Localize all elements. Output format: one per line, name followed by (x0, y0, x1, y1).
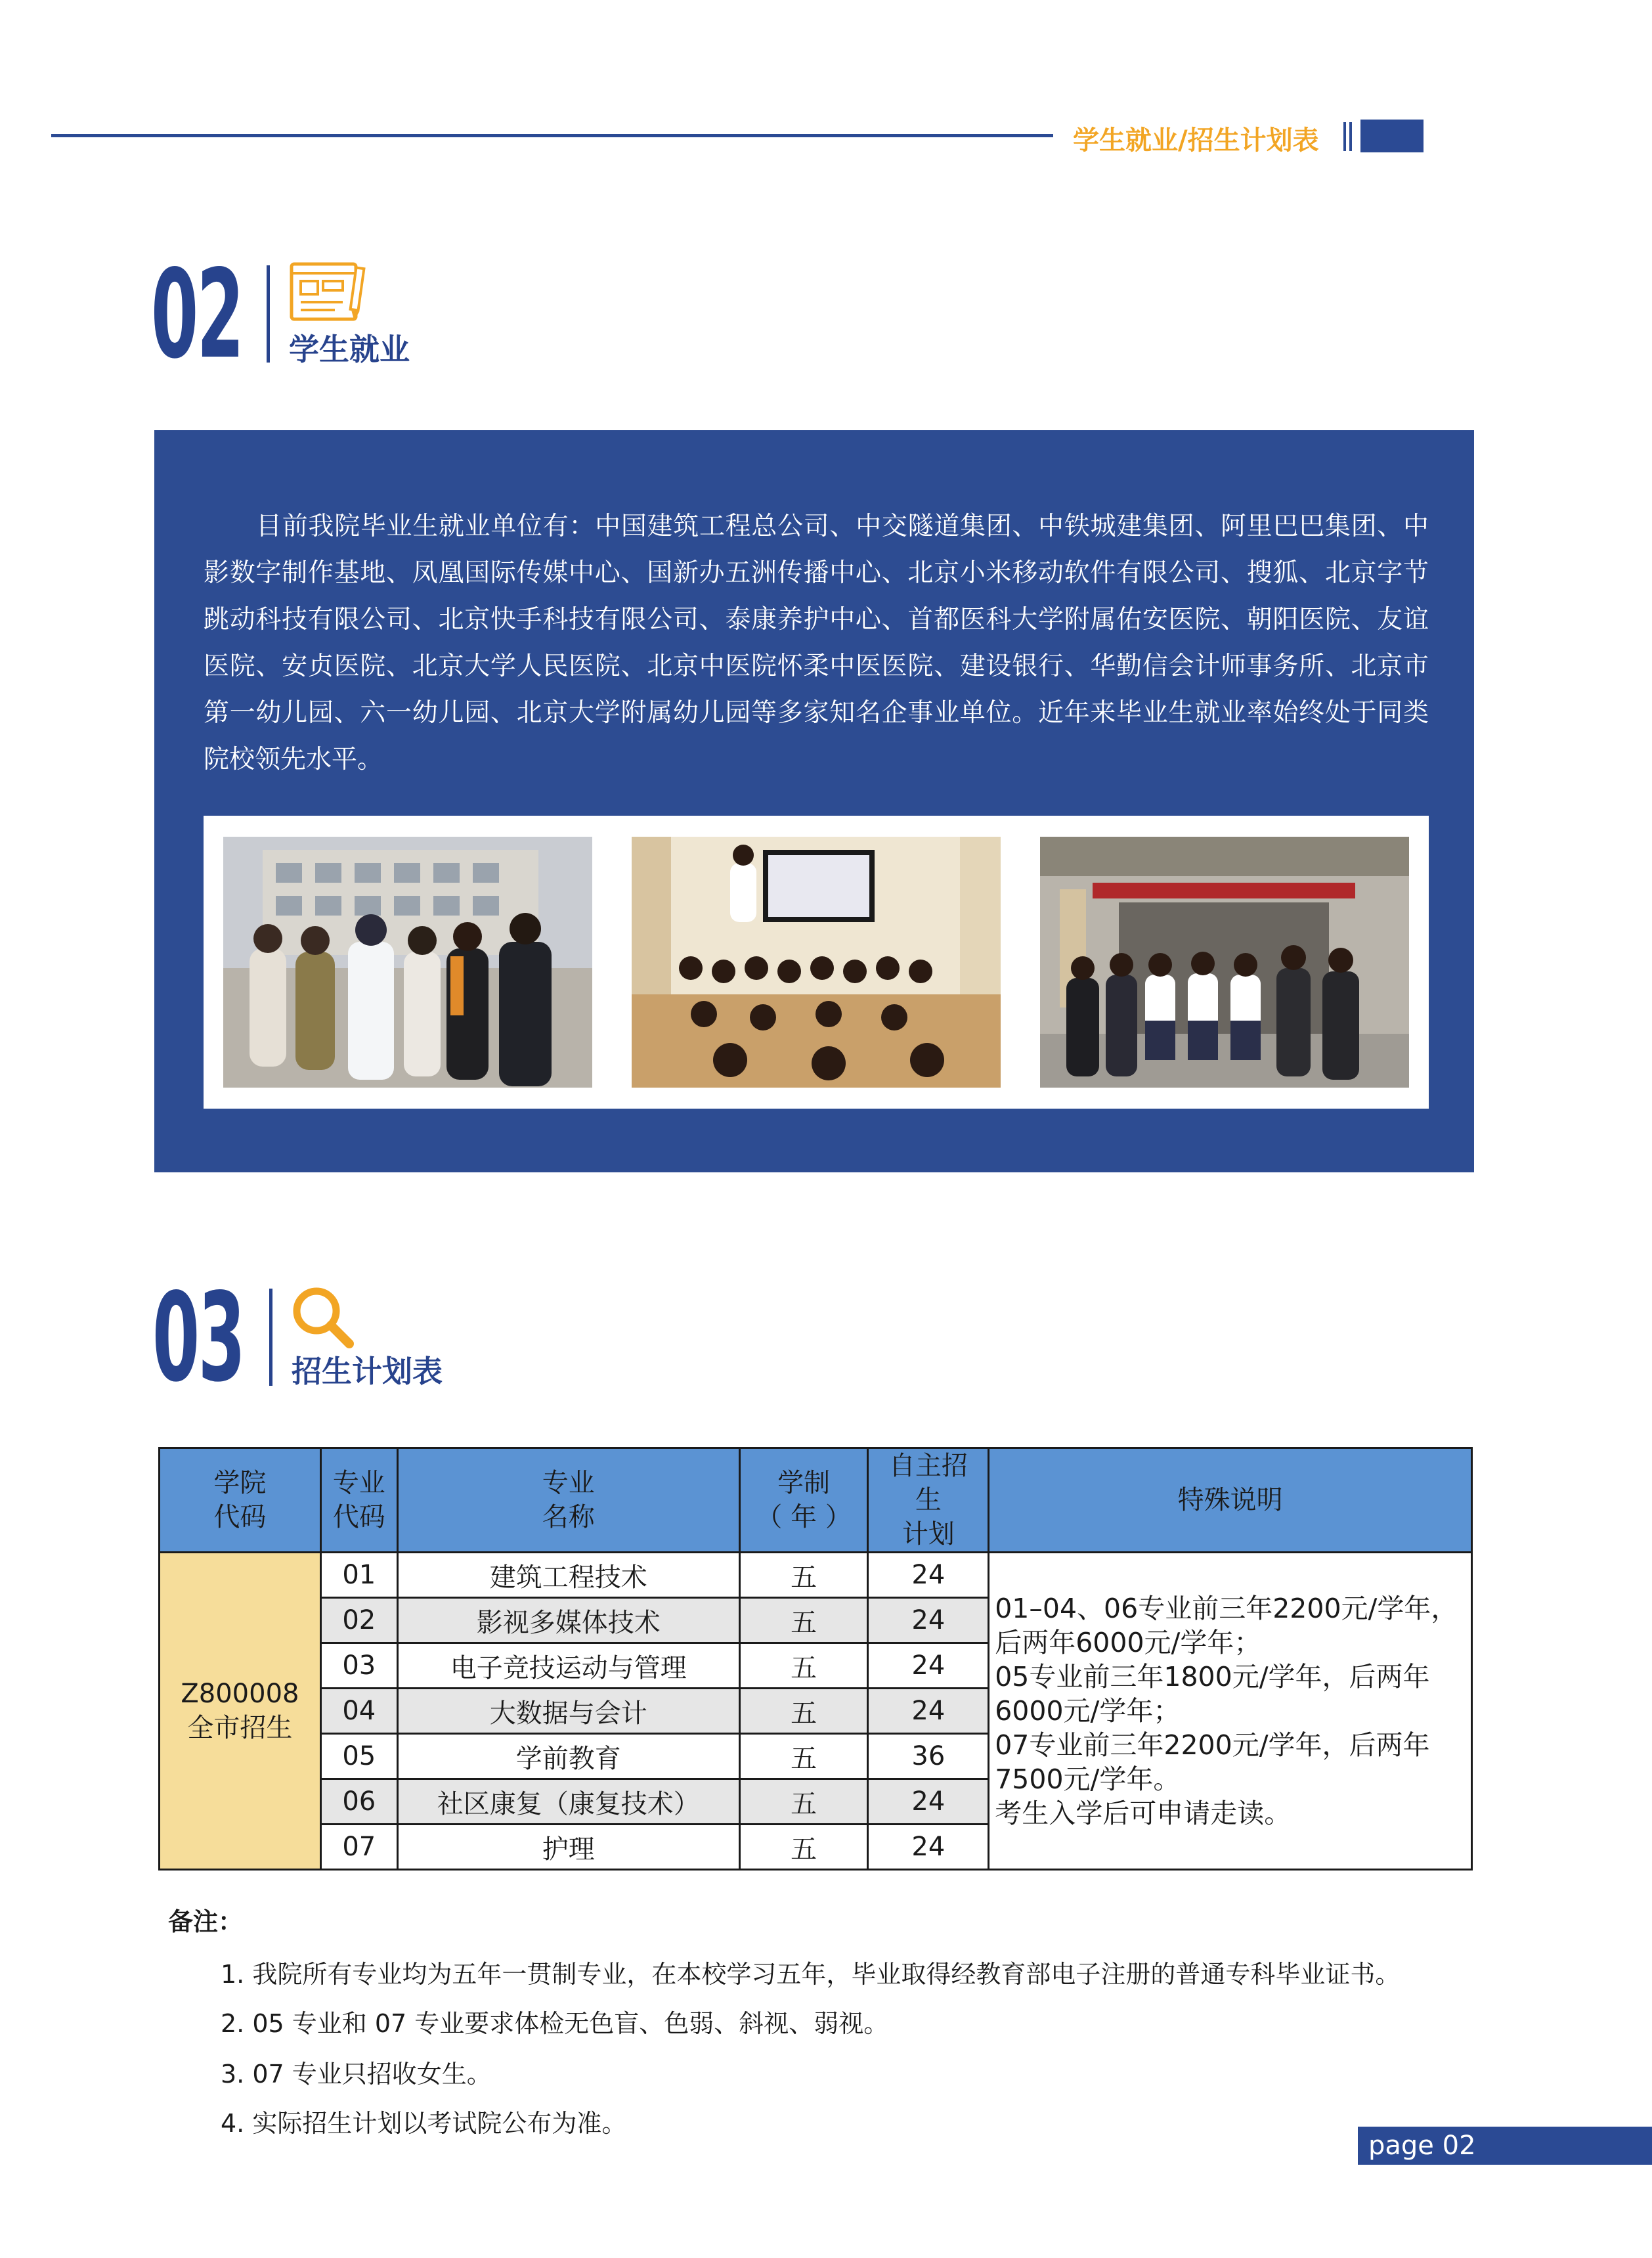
major-plan: 24 (868, 1643, 989, 1689)
header-plan: 自主招 生 计划 (868, 1448, 989, 1553)
major-years: 五 (739, 1734, 868, 1779)
header-major-code: 专业 代码 (320, 1448, 397, 1553)
major-code: 03 (320, 1643, 397, 1689)
photo-classroom (632, 837, 1001, 1088)
table-header-row (160, 1448, 1472, 1553)
major-code: 02 (320, 1598, 397, 1643)
major-code: 01 (320, 1553, 397, 1598)
search-icon (289, 1283, 355, 1352)
major-years: 五 (739, 1553, 868, 1598)
major-name: 学前教育 (397, 1734, 739, 1779)
major-years: 五 (739, 1779, 868, 1825)
table-row (160, 1553, 1472, 1598)
header-rule (51, 134, 1053, 137)
major-code: 06 (320, 1779, 397, 1825)
major-name: 影视多媒体技术 (397, 1598, 739, 1643)
major-plan: 24 (868, 1689, 989, 1734)
blueprint-icon (289, 260, 366, 326)
major-years: 五 (739, 1825, 868, 1870)
major-plan: 24 (868, 1825, 989, 1870)
remark-item: 2. 05 专业和 07 专业要求体检无色盲、色弱、斜视、弱视。 (221, 2009, 889, 2038)
section-number: 03 (152, 1266, 244, 1409)
section-title: 学生就业 (289, 332, 410, 367)
major-code: 05 (320, 1734, 397, 1779)
special-note: 01–04、06专业前三年2200元/学年， 后两年6000元/学年； 05专业前三年1800元/学年，后两年 6000元/学年； 07专业前三年2200元/学年，后两年 7500元/学年。 考生入学后可申请走读。 (989, 1553, 1472, 1870)
major-name: 建筑工程技术 (397, 1553, 739, 1598)
header-major-name: 专业 名称 (397, 1448, 739, 1553)
major-name: 护理 (397, 1825, 739, 1870)
major-name: 大数据与会计 (397, 1689, 739, 1734)
header-title: 学生就业/招生计划表 (1073, 125, 1319, 156)
remark-item: 3. 07 专业只招收女生。 (221, 2060, 492, 2089)
college-cell: Z800008 全市招生 (160, 1553, 321, 1870)
section-divider (267, 265, 270, 363)
major-code: 07 (320, 1825, 397, 1870)
enrollment-table (158, 1447, 1473, 1871)
major-code: 04 (320, 1689, 397, 1734)
major-plan: 24 (868, 1598, 989, 1643)
page-number: page 02 (1358, 2127, 1652, 2165)
employment-intro: 目前我院毕业生就业单位有：中国建筑工程总公司、中交隧道集团、中铁城建集团、阿里巴巴集团、中影数字制作基地、凤凰国际传媒中心、国新办五洲传播中心、北京小米移动软件有限公司、搜狐、北京字节跳动科技有限公司、北京快手科技有限公司、泰康养护中心、首都医科大学附属佑安医院、朝阳医院、友谊医院、安贞医院、北京大学人民医院、北京中医院怀柔中医医院、建设银行、华勤信会计师事务所、北京市第一幼儿园、六一幼儿园、北京大学附属幼儿园等多家知名企事业单位。近年来毕业生就业率始终处于同类院校领先水平。 (204, 512, 1429, 774)
major-plan: 36 (868, 1734, 989, 1779)
major-years: 五 (739, 1689, 868, 1734)
remark-item: 1. 我院所有专业均为五年一贯制专业，在本校学习五年，毕业取得经教育部电子注册的普通专科毕业证书。 (221, 1960, 1401, 1989)
section-number: 02 (151, 243, 243, 386)
major-name: 电子竞技运动与管理 (397, 1643, 739, 1689)
major-years: 五 (739, 1643, 868, 1689)
photo-hospital-group (223, 837, 592, 1088)
header-bars-icon (1343, 122, 1349, 151)
photo-strip (204, 816, 1429, 1109)
remarks-heading: 备注： (168, 1907, 244, 1936)
section-title: 招生计划表 (292, 1354, 443, 1389)
header-block (1360, 120, 1424, 152)
major-plan: 24 (868, 1779, 989, 1825)
header-years: 学制 （ 年 ） (739, 1448, 868, 1553)
header-college-code: 学院 代码 (160, 1448, 321, 1553)
major-plan: 24 (868, 1553, 989, 1598)
section-divider (269, 1289, 272, 1386)
header-note: 特殊说明 (989, 1448, 1472, 1553)
remark-item: 4. 实际招生计划以考试院公布为准。 (221, 2109, 627, 2138)
major-years: 五 (739, 1598, 868, 1643)
photo-building-group (1040, 837, 1409, 1088)
major-name: 社区康复（康复技术） (397, 1779, 739, 1825)
